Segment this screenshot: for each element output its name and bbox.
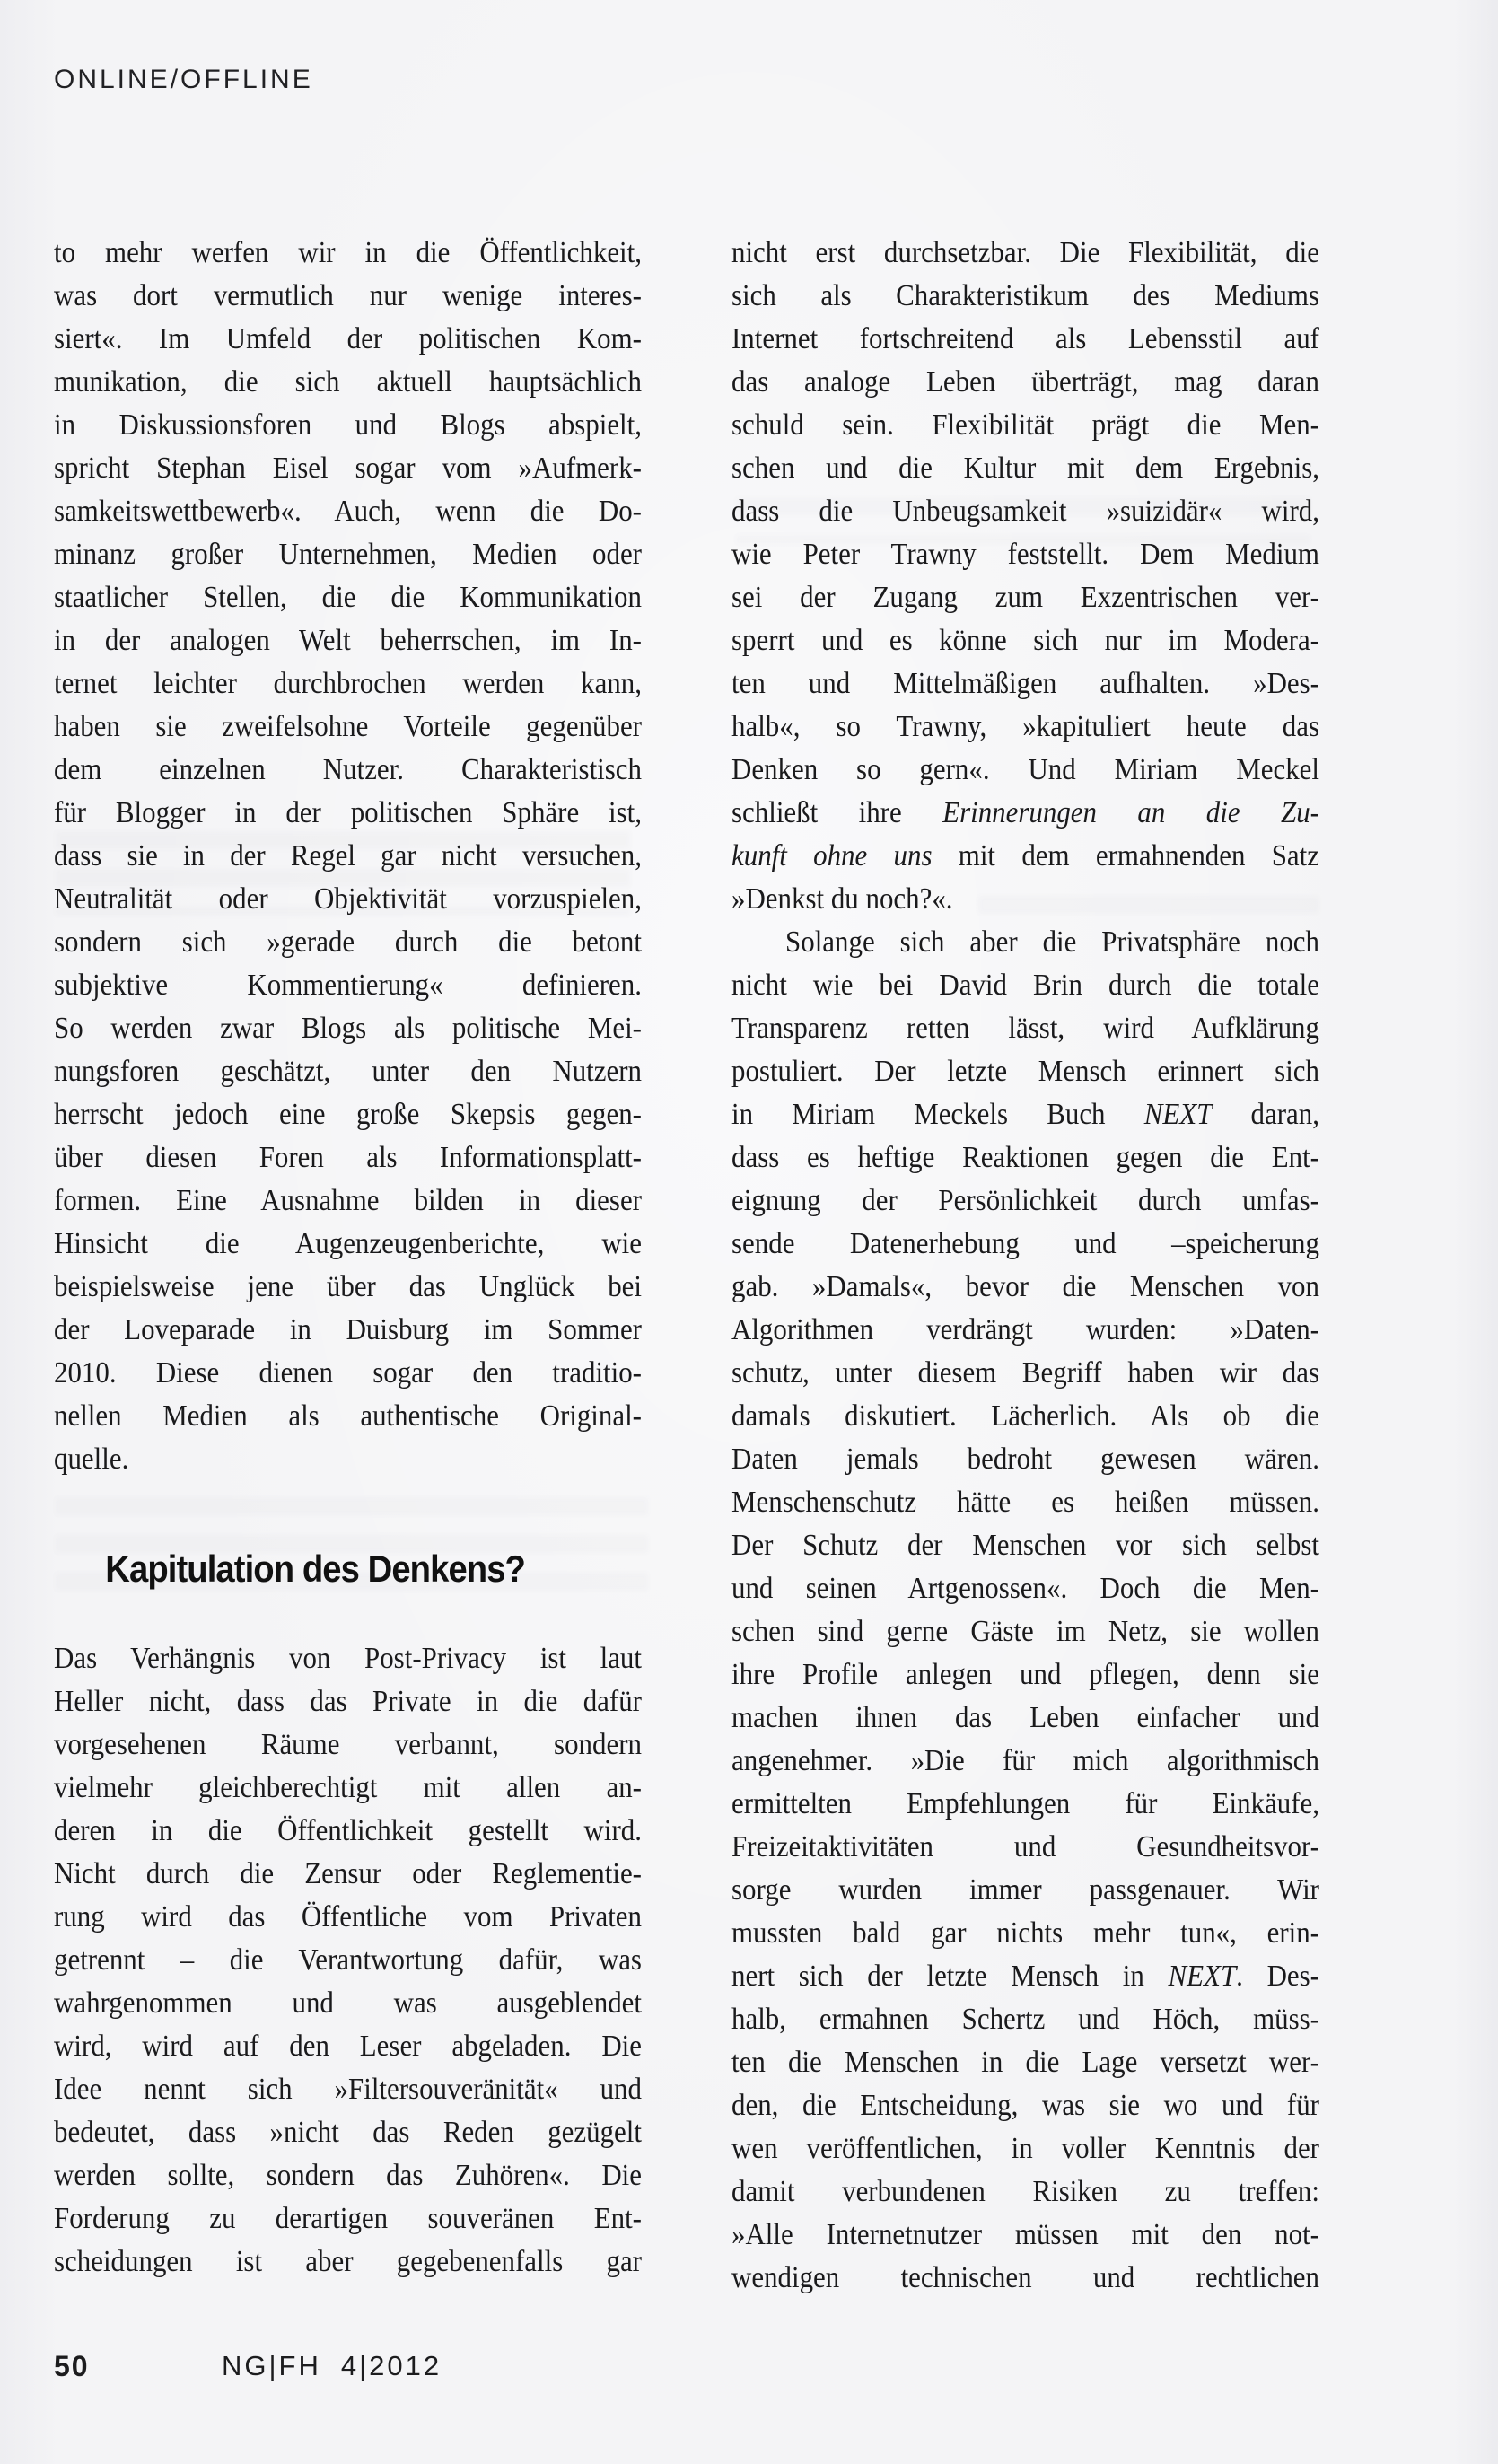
- text-line: »Denkst du noch?«.: [731, 882, 953, 916]
- text-line: für Blogger in der politischen Sphäre ist,: [54, 796, 642, 829]
- text-line: halb, ermahnen Schertz und Höch, müss-: [731, 2003, 1319, 2036]
- text-line: damals diskutiert. Lächerlich. Als ob die: [731, 1399, 1319, 1433]
- text-line: Das Verhängnis von Post-Privacy ist laut: [54, 1642, 642, 1675]
- journal-title: NG|FH: [222, 2350, 321, 2381]
- text-line: Forderung zu derartigen souveränen Ent-: [54, 2202, 642, 2235]
- text-line: in Diskussionsforen und Blogs abspielt,: [54, 408, 642, 442]
- text-line: ihre Profile anlegen und pflegen, denn sie: [731, 1658, 1319, 1691]
- text-line: über diesen Foren als Informationsplatt-: [54, 1141, 642, 1174]
- text-line: schen und die Kultur mit dem Ergebnis,: [731, 452, 1319, 485]
- text-line: kunft ohne uns mit dem ermahnenden Satz: [731, 839, 1319, 872]
- page-number: 50: [54, 2350, 90, 2382]
- text-line: der Loveparade in Duisburg im Sommer: [54, 1313, 642, 1346]
- text-line: mussten bald gar nichts mehr tun«, erin-: [731, 1916, 1319, 1950]
- text-line: beispielsweise jene über das Unglück bei: [54, 1270, 642, 1303]
- text-line: nert sich der letzte Mensch in NEXT. Des-: [731, 1960, 1319, 1993]
- text-line: dass sie in der Regel gar nicht versuchen,: [54, 839, 642, 872]
- text-line: eignung der Persönlichkeit durch umfas-: [731, 1184, 1319, 1217]
- text-line: Heller nicht, dass das Private in die dafür: [54, 1685, 642, 1718]
- text-line: staatlicher Stellen, die die Kommunikation: [54, 581, 642, 614]
- journal-imprint: [222, 2350, 442, 2382]
- text-line: scheidungen ist aber gegebenenfalls gar: [54, 2245, 642, 2278]
- text-line: Idee nennt sich »Filtersouveränität« und: [54, 2073, 642, 2106]
- text-line: ten die Menschen in die Lage versetzt wer-: [731, 2046, 1319, 2079]
- text-line: machen ihnen das Leben einfacher und: [731, 1701, 1319, 1734]
- text-line: was dort vermutlich nur wenige interes-: [54, 279, 642, 312]
- text-line: schutz, unter diesem Begriff haben wir das: [731, 1356, 1319, 1390]
- text-line: sende Datenerhebung und –speicherung: [731, 1227, 1319, 1260]
- text-line: wie Peter Trawny feststellt. Dem Medium: [731, 538, 1319, 571]
- text-line: angenehmer. »Die für mich algorithmisch: [731, 1744, 1319, 1777]
- text-line: subjektive Kommentierung« definieren.: [54, 969, 642, 1002]
- text-line: to mehr werfen wir in die Öffentlichkeit,: [54, 236, 642, 269]
- text-line: »Alle Internetnutzer müssen mit den not-: [731, 2218, 1319, 2251]
- text-line: haben sie zweifelsohne Vorteile gegenüber: [54, 710, 642, 743]
- text-line: gab. »Damals«, bevor die Menschen von: [731, 1270, 1319, 1303]
- text-line: Internet fortschreitend als Lebensstil auf: [731, 322, 1319, 355]
- text-line: ternet leichter durchbrochen werden kann,: [54, 667, 642, 700]
- issue-label: 4|2012: [340, 2350, 442, 2381]
- text-line: 2010. Diese dienen sogar den traditio-: [54, 1356, 642, 1390]
- body-paragraph: [54, 1637, 642, 2284]
- text-line: quelle.: [54, 1442, 129, 1476]
- text-line: wahrgenommen und was ausgeblendet: [54, 1986, 642, 2020]
- text-line: herrscht jedoch eine große Skepsis gegen-: [54, 1098, 642, 1131]
- body-paragraph: [731, 921, 1319, 2300]
- text-line: Solange sich aber die Privatsphäre noch: [785, 925, 1319, 959]
- text-line: wendigen technischen und rechtlichen: [731, 2261, 1319, 2294]
- section-label: ONLINE/OFFLINE: [54, 65, 313, 94]
- text-line: deren in die Öffentlichkeit gestellt wird.: [54, 1814, 642, 1847]
- section-subheading: Kapitulation des Denkens?: [105, 1548, 525, 1590]
- page-footer: [54, 2350, 442, 2386]
- text-line: rung wird das Öffentliche vom Privaten: [54, 1900, 642, 1933]
- text-line: Denken so gern«. Und Miriam Meckel: [731, 753, 1319, 786]
- text-line: minanz großer Unternehmen, Medien oder: [54, 538, 642, 571]
- text-line: So werden zwar Blogs als politische Mei-: [54, 1012, 642, 1045]
- text-line: postuliert. Der letzte Mensch erinnert sich: [731, 1055, 1319, 1088]
- text-line: sondern sich »gerade durch die betont: [54, 925, 642, 959]
- right-column: [731, 232, 1319, 2300]
- text-line: wird, wird auf den Leser abgeladen. Die: [54, 2030, 642, 2063]
- text-line: in der analogen Welt beherrschen, im In-: [54, 624, 642, 657]
- text-line: nungsforen geschätzt, unter den Nutzern: [54, 1055, 642, 1088]
- text-line: sich als Charakteristikum des Mediums: [731, 279, 1319, 312]
- text-line: getrennt – die Verantwortung dafür, was: [54, 1943, 642, 1977]
- text-line: und seinen Artgenossen«. Doch die Men-: [731, 1572, 1319, 1605]
- text-line: damit verbundenen Risiken zu treffen:: [731, 2175, 1319, 2208]
- text-line: ten und Mittelmäßigen aufhalten. »Des-: [731, 667, 1319, 700]
- text-line: bedeutet, dass »nicht das Reden gezügelt: [54, 2116, 642, 2149]
- text-line: werden sollte, sondern das Zuhören«. Die: [54, 2159, 642, 2192]
- text-line: schließt ihre Erinnerungen an die Zu-: [731, 796, 1319, 829]
- text-line: schuld sein. Flexibilität prägt die Men-: [731, 408, 1319, 442]
- left-column: [54, 232, 642, 2284]
- text-line: Neutralität oder Objektivität vorzuspielen,: [54, 882, 642, 916]
- text-line: Hinsicht die Augenzeugenberichte, wie: [54, 1227, 642, 1260]
- text-line: den, die Entscheidung, was sie wo und für: [731, 2089, 1319, 2122]
- text-line: vorgesehenen Räume verbannt, sondern: [54, 1728, 642, 1761]
- text-line: sorge wurden immer passgenauer. Wir: [731, 1873, 1319, 1907]
- text-line: formen. Eine Ausnahme bilden in dieser: [54, 1184, 642, 1217]
- text-line: Transparenz retten lässt, wird Aufklärung: [731, 1012, 1319, 1045]
- text-line: nicht erst durchsetzbar. Die Flexibilität, die: [731, 236, 1319, 269]
- text-line: siert«. Im Umfeld der politischen Kom-: [54, 322, 642, 355]
- text-line: munikation, die sich aktuell hauptsächlich: [54, 365, 642, 399]
- text-line: Menschenschutz hätte es heißen müssen.: [731, 1486, 1319, 1519]
- text-line: Freizeitaktivitäten und Gesundheitsvor-: [731, 1830, 1319, 1863]
- text-line: Nicht durch die Zensur oder Reglementie-: [54, 1857, 642, 1890]
- text-line: halb«, so Trawny, »kapituliert heute das: [731, 710, 1319, 743]
- text-line: sei der Zugang zum Exzentrischen ver-: [731, 581, 1319, 614]
- text-line: Algorithmen verdrängt wurden: »Daten-: [731, 1313, 1319, 1346]
- body-paragraph: [731, 232, 1319, 921]
- text-line: dem einzelnen Nutzer. Charakteristisch: [54, 753, 642, 786]
- body-paragraph: [54, 232, 642, 1481]
- text-line: in Miriam Meckels Buch NEXT daran,: [731, 1098, 1319, 1131]
- text-line: vielmehr gleichberechtigt mit allen an-: [54, 1771, 642, 1804]
- text-line: wen veröffentlichen, in voller Kenntnis der: [731, 2132, 1319, 2165]
- text-line: nellen Medien als authentische Original-: [54, 1399, 642, 1433]
- text-line: schen sind gerne Gäste im Netz, sie wollen: [731, 1615, 1319, 1648]
- text-line: Daten jemals bedroht gewesen wären.: [731, 1442, 1319, 1476]
- text-line: dass es heftige Reaktionen gegen die Ent-: [731, 1141, 1319, 1174]
- text-line: ermittelten Empfehlungen für Einkäufe,: [731, 1787, 1319, 1820]
- text-line: spricht Stephan Eisel sogar vom »Aufmerk-: [54, 452, 642, 485]
- text-line: dass die Unbeugsamkeit »suizidär« wird,: [731, 495, 1319, 528]
- text-line: sperrt und es könne sich nur im Modera-: [731, 624, 1319, 657]
- text-line: das analoge Leben überträgt, mag daran: [731, 365, 1319, 399]
- text-line: samkeitswettbewerb«. Auch, wenn die Do-: [54, 495, 642, 528]
- text-line: Der Schutz der Menschen vor sich selbst: [731, 1529, 1319, 1562]
- text-line: nicht wie bei David Brin durch die totale: [731, 969, 1319, 1002]
